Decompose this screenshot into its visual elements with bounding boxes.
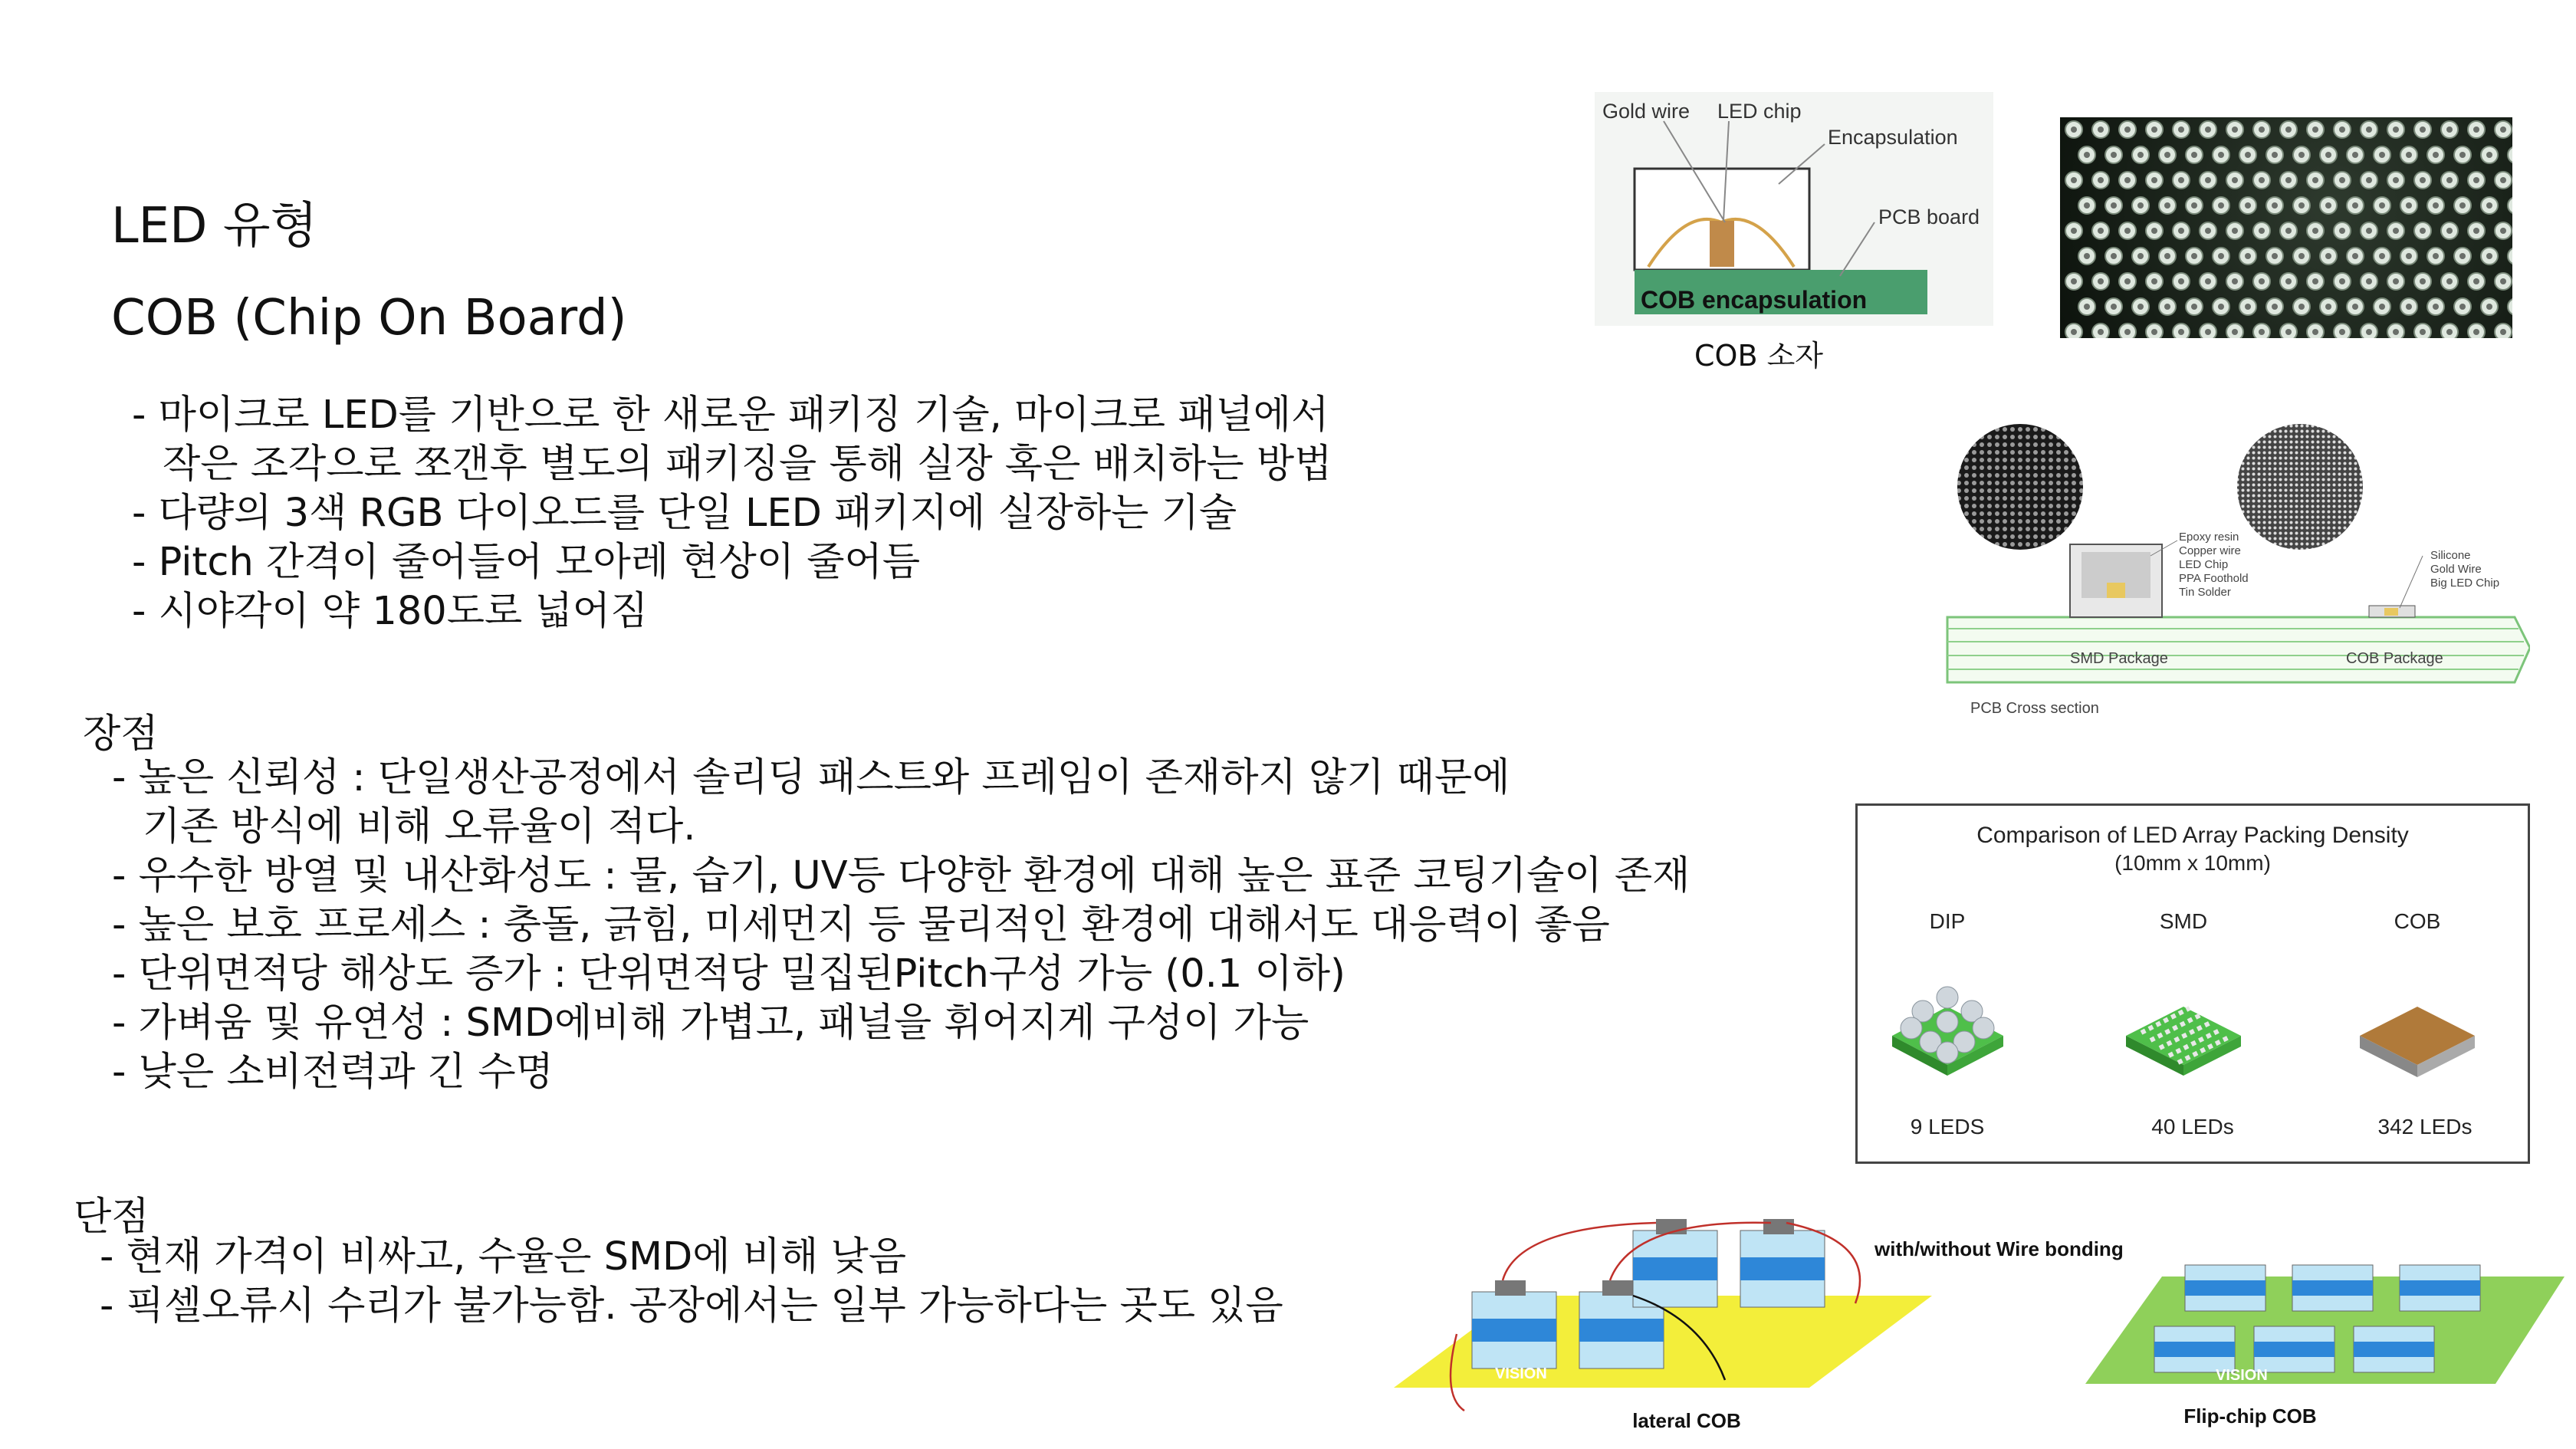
led-dot-core bbox=[2218, 304, 2224, 310]
led-dot-core bbox=[2084, 304, 2090, 310]
led-dot-core bbox=[2325, 253, 2331, 259]
led-dot-core bbox=[2500, 177, 2506, 183]
led-dot-core bbox=[2272, 304, 2278, 310]
led-dot-core bbox=[2420, 278, 2426, 284]
led-dot-core bbox=[2393, 177, 2399, 183]
led-dot-core bbox=[2352, 253, 2358, 259]
led-dot-core bbox=[2245, 253, 2251, 259]
flip-chip-cob-label: Flip-chip COB bbox=[2183, 1405, 2317, 1428]
led-dot-core bbox=[2111, 202, 2117, 209]
led-dot-core bbox=[2259, 278, 2265, 284]
led-dot-core bbox=[2151, 177, 2157, 183]
led-dot-core bbox=[2433, 152, 2439, 158]
led-dot-core bbox=[2500, 329, 2506, 335]
led-dot-core bbox=[2446, 127, 2453, 133]
big-chip-label: Big LED Chip bbox=[2430, 577, 2500, 590]
led-dot-core bbox=[2298, 253, 2305, 259]
led-dot-core bbox=[2339, 278, 2345, 284]
led-dot-core bbox=[2124, 177, 2131, 183]
led-dot-core bbox=[2486, 304, 2492, 310]
led-dot-core bbox=[2178, 127, 2184, 133]
led-dot-core bbox=[2272, 152, 2278, 158]
led-dot-core bbox=[2446, 177, 2453, 183]
led-dot-core bbox=[2232, 278, 2238, 284]
led-dot-core bbox=[2098, 127, 2104, 133]
led-dot-core bbox=[2111, 253, 2117, 259]
bonding-header: with/without Wire bonding bbox=[1875, 1237, 2124, 1260]
led-dot-core bbox=[2379, 202, 2385, 209]
copper-label: Copper wire bbox=[2179, 544, 2241, 557]
led-dot-core bbox=[2312, 278, 2318, 284]
led-dot-core bbox=[2473, 177, 2479, 183]
pros-line: 기존 방식에 비해 오류율이 적다. bbox=[143, 804, 696, 849]
ppa-label: PPA Foothold bbox=[2179, 572, 2249, 585]
packing-density-panel bbox=[1855, 803, 2530, 1164]
led-dot-core bbox=[2137, 152, 2144, 158]
led-dot-core bbox=[2298, 304, 2305, 310]
led-dot-core bbox=[2325, 152, 2331, 158]
led-dot-core bbox=[2205, 127, 2211, 133]
led-dot-core bbox=[2164, 152, 2170, 158]
led-dot-core bbox=[2124, 329, 2131, 335]
led-dot-core bbox=[2393, 228, 2399, 234]
led-dot-core bbox=[2285, 278, 2292, 284]
led-dot bbox=[2508, 298, 2512, 315]
led-dot-core bbox=[2191, 202, 2197, 209]
led-dot-core bbox=[2366, 228, 2372, 234]
density-title: Comparison of LED Array Packing Density bbox=[1976, 823, 2409, 848]
led-dot-core bbox=[2071, 127, 2077, 133]
cob-element-label: COB 소자 bbox=[1694, 339, 1824, 373]
led-dot-core bbox=[2285, 177, 2292, 183]
pcb-cross-section-diagram bbox=[1940, 418, 2530, 724]
led-dot-core bbox=[2406, 304, 2412, 310]
pros-line: - 단위면적당 해상도 증가 : 단위면적당 밀집된Pitch구성 가능 (0.1 이하) bbox=[112, 951, 1346, 997]
led-dot-core bbox=[2084, 253, 2090, 259]
led-dot-core bbox=[2205, 177, 2211, 183]
led-dot-core bbox=[2205, 278, 2211, 284]
led-dot-core bbox=[2366, 329, 2372, 335]
cob-count: 342 LEDs bbox=[2377, 1115, 2472, 1138]
led-dot-core bbox=[2205, 329, 2211, 335]
pros-line: - 낮은 소비전력과 긴 수명 bbox=[112, 1050, 554, 1095]
encapsulation-label: Encapsulation bbox=[1828, 126, 1958, 149]
led-dot-core bbox=[2393, 329, 2399, 335]
led-dot-core bbox=[2473, 127, 2479, 133]
led-dot-core bbox=[2151, 127, 2157, 133]
led-dot-core bbox=[2339, 177, 2345, 183]
led-dot-core bbox=[2459, 202, 2466, 209]
led-chip-label: LED chip bbox=[1717, 100, 1802, 123]
gold-wire-label: Gold wire bbox=[1602, 100, 1691, 123]
led-dot-core bbox=[2339, 329, 2345, 335]
led-dot-core bbox=[2191, 304, 2197, 310]
intro-line: - 다량의 3색 RGB 다이오드를 단일 LED 패키지에 실장하는 기술 bbox=[132, 491, 1237, 536]
intro-line: - Pitch 간격이 줄어들어 모아레 현상이 줄어듬 bbox=[132, 540, 921, 585]
intro-line: - 마이크로 LED를 기반으로 한 새로운 패키징 기술, 마이크로 패널에서 bbox=[132, 393, 1329, 438]
density-subtitle: (10mm x 10mm) bbox=[2114, 851, 2271, 875]
cob-package-label: COB Package bbox=[2346, 650, 2443, 667]
led-dot-core bbox=[2312, 177, 2318, 183]
led-dot-core bbox=[2259, 127, 2265, 133]
lateral-watermark: VISION bbox=[1495, 1365, 1547, 1382]
pros-line: - 우수한 방열 및 내산화성도 : 물, 습기, UV등 다양한 환경에 대해 높은 표준 코팅기술이 존재 bbox=[112, 853, 1691, 899]
smd-package-label: SMD Package bbox=[2070, 650, 2168, 667]
slide-title: LED 유형 bbox=[111, 198, 318, 255]
epoxy-label: Epoxy resin bbox=[2179, 531, 2239, 544]
led-dot-core bbox=[2473, 329, 2479, 335]
led-dot-core bbox=[2366, 177, 2372, 183]
led-dot-core bbox=[2446, 278, 2453, 284]
led-dot-core bbox=[2406, 202, 2412, 209]
pcb-cross-label: PCB Cross section bbox=[1970, 700, 2099, 717]
pros-heading: 장점 bbox=[83, 711, 159, 757]
led-dot-core bbox=[2218, 253, 2224, 259]
led-dot-core bbox=[2124, 127, 2131, 133]
led-dot-core bbox=[2379, 152, 2385, 158]
led-dot-core bbox=[2259, 177, 2265, 183]
led-dot-core bbox=[2298, 202, 2305, 209]
led-dot-core bbox=[2406, 152, 2412, 158]
pros-line: - 높은 보호 프로세스 : 충돌, 긁힘, 미세먼지 등 물리적인 환경에 대해서도 대응력이 좋음 bbox=[112, 902, 1610, 948]
led-dot-core bbox=[2312, 127, 2318, 133]
led-dot-core bbox=[2111, 304, 2117, 310]
led-dot-core bbox=[2420, 228, 2426, 234]
led-dot-core bbox=[2486, 152, 2492, 158]
led-dot bbox=[2508, 146, 2512, 163]
led-dot-core bbox=[2259, 228, 2265, 234]
led-dot-core bbox=[2178, 228, 2184, 234]
led-dot-core bbox=[2151, 278, 2157, 284]
led-chip-label: LED Chip bbox=[2179, 558, 2229, 571]
led-dot-core bbox=[2312, 329, 2318, 335]
led-dot-core bbox=[2420, 177, 2426, 183]
led-dot-core bbox=[2379, 253, 2385, 259]
flip-watermark: VISION bbox=[2216, 1367, 2268, 1384]
led-dot-core bbox=[2446, 329, 2453, 335]
cob-caption: COB encapsulation bbox=[1641, 286, 1868, 314]
led-dot-core bbox=[2285, 228, 2292, 234]
led-dot-core bbox=[2325, 202, 2331, 209]
led-dot-core bbox=[2232, 177, 2238, 183]
led-dot-core bbox=[2164, 304, 2170, 310]
led-dot-core bbox=[2325, 304, 2331, 310]
led-dot-core bbox=[2459, 152, 2466, 158]
led-dot-core bbox=[2178, 177, 2184, 183]
tin-label: Tin Solder bbox=[2179, 586, 2231, 599]
led-dot-core bbox=[2191, 152, 2197, 158]
pcb-board-label: PCB board bbox=[1878, 205, 1980, 228]
led-dot-core bbox=[2339, 127, 2345, 133]
led-dot-core bbox=[2071, 228, 2077, 234]
led-dots bbox=[2060, 117, 2512, 338]
led-dot-core bbox=[2366, 278, 2372, 284]
led-dot-core bbox=[2137, 304, 2144, 310]
led-dot-core bbox=[2245, 304, 2251, 310]
led-dot-core bbox=[2098, 329, 2104, 335]
led-dot-core bbox=[2446, 228, 2453, 234]
led-dot-core bbox=[2098, 278, 2104, 284]
led-dot-core bbox=[2433, 304, 2439, 310]
led-dot-core bbox=[2164, 253, 2170, 259]
led-dot-core bbox=[2071, 329, 2077, 335]
led-dot-core bbox=[2137, 253, 2144, 259]
pros-line: - 높은 신뢰성 : 단일생산공정에서 솔리딩 패스트와 프레임이 존재하지 않기 때문에 bbox=[112, 755, 1510, 800]
led-dot-core bbox=[2124, 228, 2131, 234]
led-dot-core bbox=[2272, 253, 2278, 259]
led-dot-core bbox=[2420, 329, 2426, 335]
led-dot-core bbox=[2272, 202, 2278, 209]
led-dot-core bbox=[2459, 253, 2466, 259]
led-dot-core bbox=[2352, 202, 2358, 209]
cons-list bbox=[100, 1233, 1283, 1331]
led-dot-core bbox=[2379, 304, 2385, 310]
cons-heading: 단점 bbox=[74, 1194, 150, 1240]
smd-count: 40 LEDs bbox=[2151, 1115, 2234, 1138]
led-dot-core bbox=[2137, 202, 2144, 209]
dip-label: DIP bbox=[1929, 909, 1966, 933]
led-dot-core bbox=[2071, 177, 2077, 183]
led-dot-core bbox=[2124, 278, 2131, 284]
led-dot-core bbox=[2218, 152, 2224, 158]
led-dot-core bbox=[2178, 329, 2184, 335]
led-dot-core bbox=[2352, 152, 2358, 158]
led-dot-core bbox=[2232, 228, 2238, 234]
led-dot-core bbox=[2205, 228, 2211, 234]
cons-line: - 현재 가격이 비싸고, 수율은 SMD에 비해 낮음 bbox=[100, 1234, 906, 1280]
led-dot-core bbox=[2245, 202, 2251, 209]
led-dot-core bbox=[2473, 228, 2479, 234]
gold-wire-label: Gold Wire bbox=[2430, 563, 2482, 576]
led-dot-core bbox=[2164, 202, 2170, 209]
led-dot-core bbox=[2500, 228, 2506, 234]
led-dot-core bbox=[2285, 329, 2292, 335]
led-dot-core bbox=[2339, 228, 2345, 234]
led-dot-core bbox=[2191, 253, 2197, 259]
led-dot bbox=[2508, 248, 2512, 264]
silicone-label: Silicone bbox=[2430, 549, 2471, 562]
led-dot-core bbox=[2366, 127, 2372, 133]
led-dot-core bbox=[2352, 304, 2358, 310]
led-dot-core bbox=[2500, 127, 2506, 133]
intro-line: - 시야각이 약 180도로 넓어짐 bbox=[132, 589, 649, 634]
cob-label: COB bbox=[2394, 909, 2441, 933]
led-dot-core bbox=[2420, 127, 2426, 133]
led-dot-core bbox=[2393, 127, 2399, 133]
wire-bonding-illustration bbox=[1380, 1196, 2564, 1441]
cob-encapsulation-diagram bbox=[1595, 92, 1993, 326]
cons-line: - 픽셀오류시 수리가 불가능함. 공장에서는 일부 가능하다는 곳도 있음 bbox=[100, 1283, 1283, 1329]
led-dot-core bbox=[2084, 202, 2090, 209]
led-dot-core bbox=[2259, 329, 2265, 335]
led-dot-core bbox=[2486, 202, 2492, 209]
led-dot-core bbox=[2433, 253, 2439, 259]
led-dot-core bbox=[2486, 253, 2492, 259]
slide-subtitle: COB (Chip On Board) bbox=[111, 290, 627, 347]
intro-line: 작은 조각으로 쪼갠후 별도의 패키징을 통해 실장 혹은 배치하는 방법 bbox=[163, 442, 1332, 487]
led-dot-core bbox=[2071, 278, 2077, 284]
pros-list bbox=[112, 754, 1690, 1097]
led-dot-core bbox=[2312, 228, 2318, 234]
led-dot-core bbox=[2178, 278, 2184, 284]
lateral-cob-label: lateral COB bbox=[1632, 1409, 1741, 1432]
led-dot-core bbox=[2473, 278, 2479, 284]
led-dot-core bbox=[2098, 177, 2104, 183]
led-dot-core bbox=[2459, 304, 2466, 310]
led-dot-core bbox=[2393, 278, 2399, 284]
led-dot-core bbox=[2285, 127, 2292, 133]
led-matrix-photo bbox=[2060, 117, 2512, 338]
smd-label: SMD bbox=[2159, 909, 2208, 933]
led-dot-core bbox=[2406, 253, 2412, 259]
dip-count: 9 LEDS bbox=[1910, 1115, 1985, 1138]
led-dot-core bbox=[2232, 127, 2238, 133]
led-dot-core bbox=[2084, 152, 2090, 158]
pros-line: - 가벼움 및 유연성 : SMD에비해 가볍고, 패널을 휘어지게 구성이 가능 bbox=[112, 1001, 1309, 1046]
intro-list bbox=[132, 391, 1332, 636]
led-dot-core bbox=[2232, 329, 2238, 335]
led-dot-core bbox=[2111, 152, 2117, 158]
led-dot-core bbox=[2151, 329, 2157, 335]
led-dot-core bbox=[2298, 152, 2305, 158]
led-dot-core bbox=[2433, 202, 2439, 209]
led-dot-core bbox=[2218, 202, 2224, 209]
led-dot-core bbox=[2098, 228, 2104, 234]
led-dot-core bbox=[2151, 228, 2157, 234]
led-dot-core bbox=[2245, 152, 2251, 158]
led-dot bbox=[2508, 197, 2512, 214]
led-dot-core bbox=[2500, 278, 2506, 284]
